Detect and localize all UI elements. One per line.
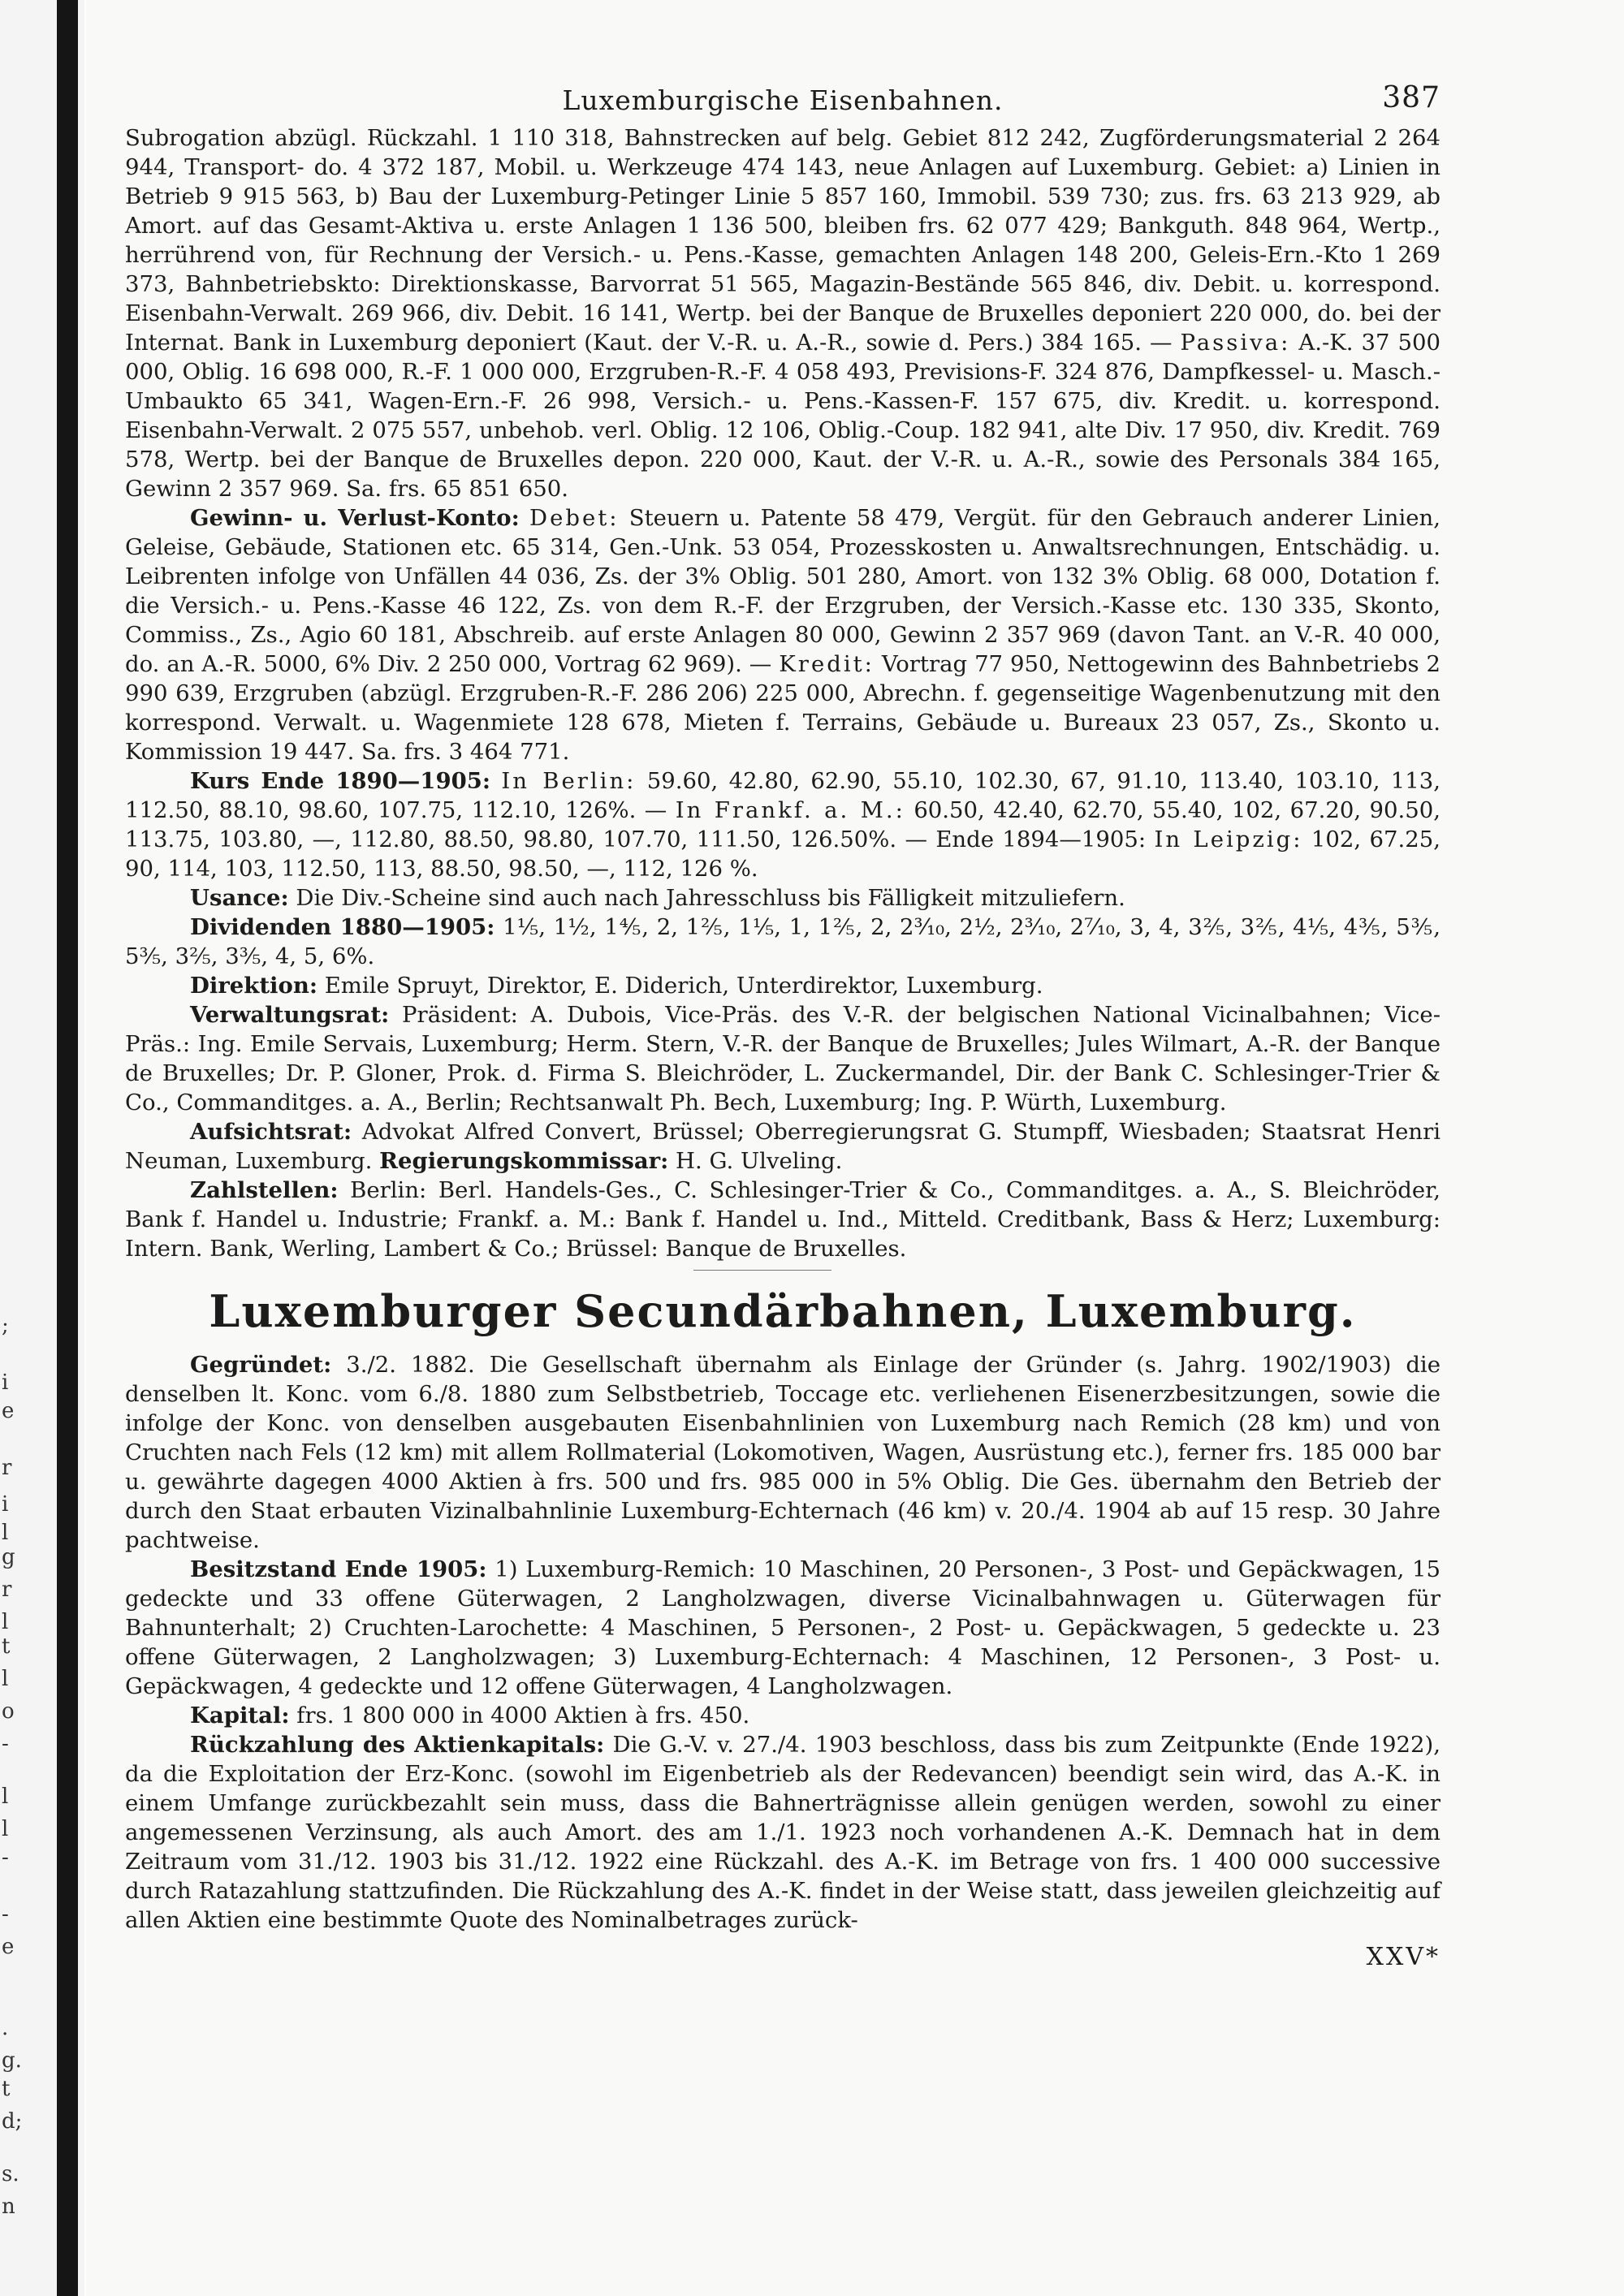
aufsichtsrat-paragraph xyxy=(125,1117,1440,1176)
passiva-text: A.-K. 37 500 000, Oblig. 16 698 000, R.-F. 1 000 000, Erzgruben-R.-F. 4 058 493, Previsions-F. 324 876, Dampfkessel- u. Masch.-Umbaukto 65 341, Wagen-Ern.-F. 26 998, Versich.- u. Pens.-Kassen-F. 157 675, div. Kredit. u. korrespond. Eisenbahn-Verwalt. 2 075 557, unbehob. verl. Oblig. 12 106, Oblig.-Coup. 182 941, alte Div. 17 950, div. Kredit. 769 578, Wertp. bei der Banque de Bruxelles depon. 220 000, Kaut. der V.-R. u. A.-R., sowie des Personals 384 165, Gewinn 2 357 969. Sa. frs. 65 851 650. xyxy=(125,330,1440,502)
margin-char: e xyxy=(2,1935,15,1959)
margin-char: e xyxy=(2,1399,15,1423)
margin-char: i xyxy=(2,1370,9,1395)
kurs-leipzig-label: In Leipzig: xyxy=(1154,826,1303,852)
margin-char: i xyxy=(2,1492,9,1517)
section-divider xyxy=(693,1270,831,1271)
margin-char: . xyxy=(2,2016,9,2040)
book-gutter-fold xyxy=(57,0,78,2296)
margin-char: t xyxy=(2,2077,11,2101)
margin-char: d; xyxy=(2,2109,23,2134)
kurs-paragraph xyxy=(125,766,1440,883)
kurs-frankf-values: 60.50, 42.40, 62.70, 55.40, 102, 67.20, 90.50, 113.75, 103.80, —, 112.80, 88.50, 98.80, 107.70, 111.50, 126.50%. — Ende 1894—1905: xyxy=(125,797,1440,852)
gegruendet-paragraph xyxy=(125,1350,1440,1555)
margin-char: - xyxy=(2,1732,9,1756)
zahlstellen-label: Zahlstellen: xyxy=(190,1177,339,1203)
margin-char: l xyxy=(2,1817,9,1841)
page-number: 387 xyxy=(1382,81,1440,114)
kurs-label: Kurs Ende 1890—1905: xyxy=(190,768,490,794)
aktiva-text: Subrogation abzügl. Rückzahl. 1 110 318, Bahnstrecken auf belg. Gebiet 812 242, Zugförderungsmaterial 2 264 944, Transport- do. 4 372 187, Mobil. u. Werkzeuge 474 143, neue Anlagen auf Luxemburg. Gebiet: a) Linien in Betrieb 9 915 563, b) Bau der Luxemburg-Petinger Linie 5 857 160, Immobil. 539 730; zus. frs. 63 213 929, ab Amort. auf das Gesamt-Aktiva u. erste Anlagen 1 136 500, bleiben frs. 62 077 429; Bankguth. 848 964, Wertp., herrührend von, für Rechnung der Versich.- u. Pens.-Kasse, gemachten Anlagen 148 200, Geleis-Ern.-Kto 1 269 373, Bahnbetriebskto: Direktionskasse, Barvorrat 51 565, Magazin-Bestände 565 846, div. Debit. u. korrespond. Eisenbahn-Verwalt. 269 966, div. Debit. 16 141, Wertp. bei der Banque de Bruxelles deponiert 220 000, do. bei der Internat. Bank in Luxemburg deponiert (Kaut. der V.-R. u. A.-R., sowie d. Pers.) 384 165. — xyxy=(125,125,1440,356)
margin-char: n xyxy=(2,2195,15,2219)
besitzstand-label: Besitzstand Ende 1905: xyxy=(190,1556,487,1582)
margin-char: l xyxy=(2,1521,9,1545)
footer xyxy=(125,1935,1440,1975)
dividenden-paragraph xyxy=(125,913,1440,971)
rueckzahlung-paragraph xyxy=(125,1730,1440,1935)
margin-char: r xyxy=(2,1456,12,1480)
page-content xyxy=(125,75,1440,1975)
kurs-berlin-label: In Berlin: xyxy=(501,768,637,794)
aufsichtsrat-text: Advokat Alfred Convert, Brüssel; Oberregierungsrat G. Stumpff, Wiesbaden; Staatsrat Henri Neuman, Luxemburg. xyxy=(125,1119,1441,1174)
gv-label: Gewinn- u. Verlust-Konto: xyxy=(190,505,520,531)
margin-char: ; xyxy=(2,1314,9,1338)
running-title: Luxemburgische Eisenbahnen. xyxy=(562,84,1004,116)
margin-char: l xyxy=(2,1667,9,1691)
direktion-paragraph xyxy=(125,971,1440,1000)
kurs-berlin-values: 59.60, 42.80, 62.90, 55.10, 102.30, 67, 91.10, 113.40, 103.10, 113, 112.50, 88.10, 98.60, 107.75, 112.10, 126%. — xyxy=(125,768,1440,823)
document-page xyxy=(86,0,1624,2296)
direktion-label: Direktion: xyxy=(190,973,317,999)
margin-char: g xyxy=(2,1545,15,1569)
margin-char: t xyxy=(2,1634,11,1659)
regierungskommissar-label: Regierungskommissar: xyxy=(379,1148,669,1174)
dividenden-label: Dividenden 1880—1905: xyxy=(190,914,495,940)
gegruendet-label: Gegründet: xyxy=(190,1352,332,1378)
margin-char: s. xyxy=(2,2162,19,2186)
kurs-frankf-label: In Frankf. a. M.: xyxy=(675,797,905,823)
margin-char: l xyxy=(2,1785,9,1809)
kapital-text: frs. 1 800 000 in 4000 Aktien à frs. 450. xyxy=(296,1703,750,1728)
kurs-leipzig-values: 102, 67.25, 90, 114, 103, 112.50, 113, 88.50, 98.50, —, 112, 126 %. xyxy=(125,826,1440,882)
dividenden-values: 1⅕, 1½, 1⅘, 2, 1⅖, 1⅕, 1, 1⅖, 2, 2³⁄₁₀, 2½, 2³⁄₁₀, 2⁷⁄₁₀, 3, 4, 3⅖, 3⅖, 4⅕, 4⅗, 5⅗, 5⅗, 3⅖, 3⅗, 4, 5, 6%. xyxy=(125,914,1440,969)
gegruendet-text: 3./2. 1882. Die Gesellschaft übernahm als Einlage der Gründer (s. Jahrg. 1902/1903) die denselben lt. Konc. vom 6./8. 1880 zum Selbstbetrieb, Toccage etc. verliehenen Eisenerzbesitzungen, sowie die infolge der Konc. von denselben ausgebauten Eisenbahnlinien von Luxemburg nach Remich (28 km) und von Cruchten nach Fels (12 km) mit allem Rollmaterial (Lokomotiven, Wagen, Ausrüstung etc.), ferner frs. 185 000 bar u. gewährte dagegen 4000 Aktien à frs. 500 und frs. 985 000 in 5% Oblig. Die Ges. übernahm den Betrieb der durch den Staat erbauten Vizinalbahnlinie Luxemburg-Echternach (46 km) v. 20./4. 1904 ab auf 15 resp. 30 Jahre pachtweise. xyxy=(125,1352,1440,1553)
gv-debet-text: Steuern u. Patente 58 479, Vergüt. für den Gebrauch anderer Linien, Geleise, Gebäude, Stationen etc. 65 314, Gen.-Unk. 53 054, Prozesskosten u. Anwaltsrechnungen, Entschädig. u. Leibrenten infolge von Unfällen 44 036, Zs. der 3% Oblig. 501 280, Amort. von 132 3% Oblig. 68 000, Dotation f. die Versich.- u. Pens.-Kasse 46 122, Zs. von dem R.-F. der Erzgruben, der Versich.-Kasse etc. 130 335, Skonto, Commiss., Zs., Agio 60 181, Abschreib. auf erste Anlagen 80 000, Gewinn 2 357 969 (davon Tant. an V.-R. 40 000, do. an A.-R. 5000, 6% Div. 2 250 000, Vortrag 62 969). — xyxy=(125,505,1440,677)
rueckzahlung-label: Rückzahlung des Aktienkapitals: xyxy=(190,1732,605,1758)
margin-char: l xyxy=(2,1610,9,1634)
besitzstand-text: 1) Luxemburg-Remich: 10 Maschinen, 20 Personen-, 3 Post- und Gepäckwagen, 15 gedeckte und 33 offene Güterwagen, 2 Langholzwagen, diverse Vicinalbahnwagen u. Güterwagen für Bahnunterhalt; 2) Cruchten-Larochette: 4 Maschinen, 5 Personen-, 2 Post- u. Gepäckwagen, 5 gedeckte u. 23 offene Güterwagen, 2 Langholzwagen; 3) Luxemburg-Echternach: 4 Maschinen, 12 Personen-, 3 Post- u. Gepäckwagen, 4 gedeckte und 12 offene Güterwagen, 4 Langholzwagen. xyxy=(125,1556,1440,1699)
kredit-label: Kredit: xyxy=(779,651,875,677)
direktion-text: Emile Spruyt, Direktor, E. Diderich, Unterdirektor, Luxemburg. xyxy=(324,973,1043,999)
usance-label: Usance: xyxy=(190,885,289,911)
balance-continuation xyxy=(125,123,1440,503)
running-header xyxy=(125,75,1440,123)
zahlstellen-text: Berlin: Berl. Handels-Ges., C. Schlesinger-Trier & Co., Commanditges. a. A., S. Bleichröder, Bank f. Handel u. Industrie; Frankf. a. M.: Bank f. Handel u. Ind., Mitteld. Creditbank, Bass & Herz; Luxemburg: Intern. Bank, Werling, Lambert & Co.; Brüssel: Banque de Bruxelles. xyxy=(125,1177,1440,1262)
margin-char: r xyxy=(2,1577,12,1602)
verwaltungsrat-text: Präsident: A. Dubois, Vice-Präs. des V.-R. der belgischen National Vicinalbahnen; Vice-Präs.: Ing. Emile Servais, Luxemburg; Herm. Stern, V.-R. der Banque de Bruxelles; Jules Wilmart, A.-R. der Banque de Bruxelles; Dr. P. Gloner, Prok. d. Firma S. Bleichröder, L. Zuckermandel, Dir. der Bank C. Schlesinger-Trier & Co., Commanditges. a. A., Berlin; Rechtsanwalt Ph. Bech, Luxemburg; Ing. P. Würth, Luxemburg. xyxy=(125,1002,1441,1116)
signature-mark: XXV* xyxy=(1366,1943,1440,1971)
kapital-paragraph xyxy=(125,1701,1440,1730)
margin-char: - xyxy=(2,1845,9,1870)
margin-char: g. xyxy=(2,2048,22,2073)
besitzstand-paragraph xyxy=(125,1555,1440,1701)
margin-char: - xyxy=(2,1902,9,1927)
section-heading: Luxemburger Secundärbahnen, Luxemburg. xyxy=(209,1285,1357,1337)
margin-char: o xyxy=(2,1699,15,1724)
kapital-label: Kapital: xyxy=(190,1703,290,1728)
aufsichtsrat-label: Aufsichtsrat: xyxy=(190,1119,352,1145)
rueckzahlung-text: Die G.-V. v. 27./4. 1903 beschloss, dass bis zum Zeitpunkte (Ende 1922), da die Exploitation der Erz-Konc. (sowohl im Eigenbetrieb als der Redevancen) beendigt sein wird, das A.-K. in einem Umfange zurückbezahlt sein muss, dass die Bahnerträgnisse allein genügen werden, sowohl zu einer angemessenen Verzinsung, als auch Amort. des am 1./1. 1923 noch vorhandenen A.-K. Demnach hat in dem Zeitraum vom 31./12. 1903 bis 31./12. 1922 eine Rückzahl. des A.-K. im Betrage von frs. 1 400 000 successive durch Ratazahlung stattzufinden. Die Rückzahlung des A.-K. findet in der Weise statt, dass jeweilen gleichzeitig auf allen Aktien eine bestimmte Quote des Nominalbetrages zurück- xyxy=(125,1732,1440,1933)
passiva-label: Passiva: xyxy=(1180,330,1291,356)
zahlstellen-paragraph xyxy=(125,1176,1440,1263)
regierungskommissar-text: H. G. Ulveling. xyxy=(676,1148,843,1174)
verwaltungsrat-paragraph xyxy=(125,1000,1440,1117)
verwaltungsrat-label: Verwaltungsrat: xyxy=(190,1002,390,1028)
gv-konto-paragraph xyxy=(125,503,1440,766)
gv-kredit-text: Vortrag 77 950, Nettogewinn des Bahnbetriebs 2 990 639, Erzgruben (abzügl. Erzgruben-R.-F. 286 206) 225 000, Abrechn. f. gegenseitige Wagenbenutzung mit den korrespond. Verwalt. u. Wagenmiete 128 678, Mieten f. Terrains, Gebäude u. Bureaux 23 057, Zs., Skonto u. Kommission 19 447. Sa. frs. 3 464 771. xyxy=(125,651,1441,765)
usance-text: Die Div.-Scheine sind auch nach Jahresschluss bis Fälligkeit mitzuliefern. xyxy=(296,885,1125,911)
usance-paragraph xyxy=(125,883,1440,913)
debet-label: Debet: xyxy=(529,505,620,531)
